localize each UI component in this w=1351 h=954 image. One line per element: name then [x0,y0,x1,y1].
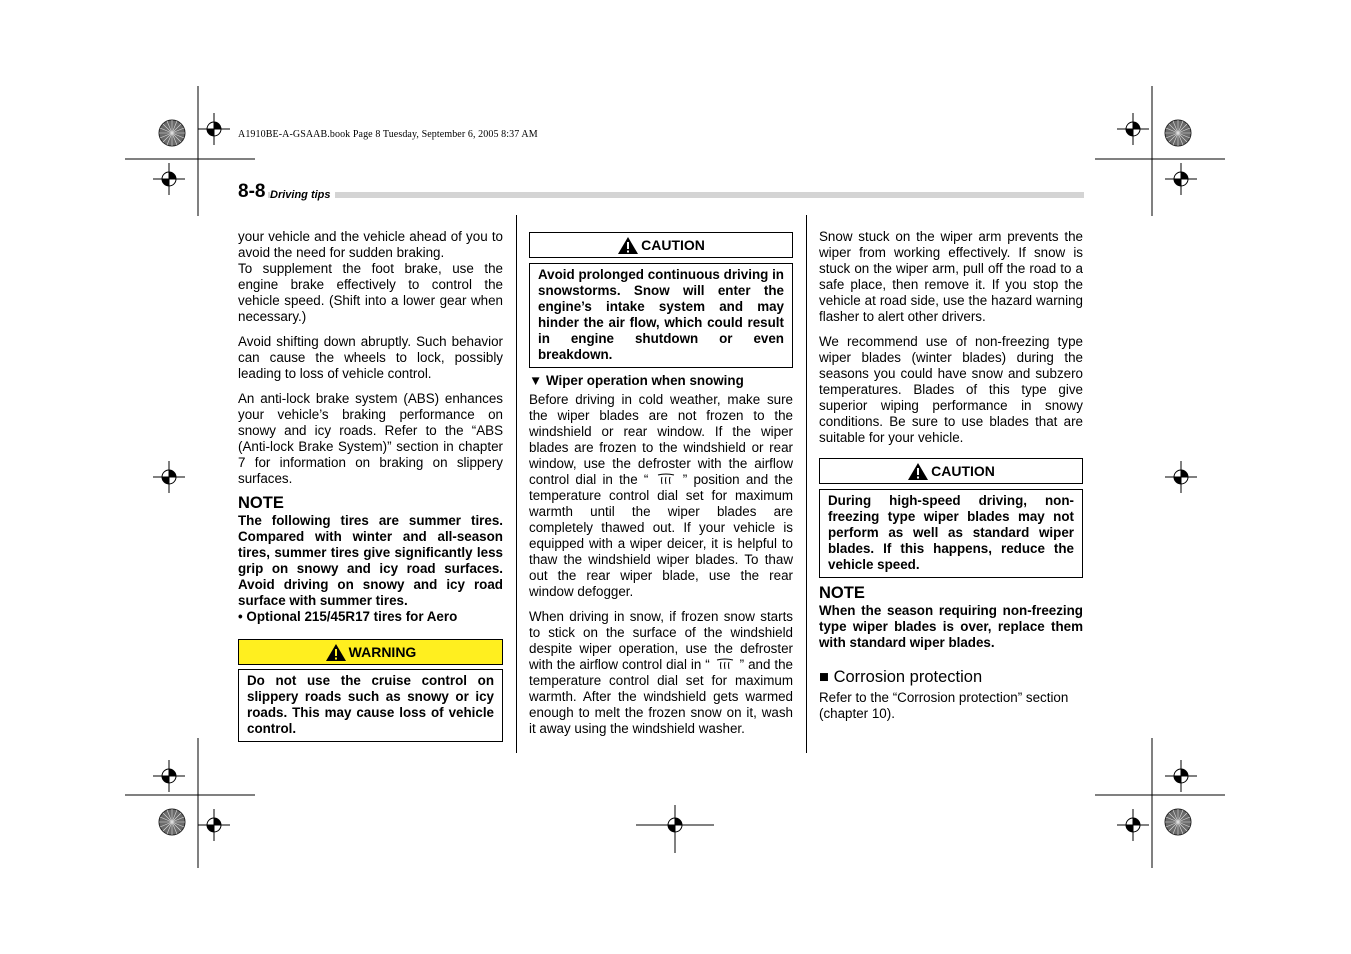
paragraph-text: Before driving in cold weather, make sure the wiper blades are not frozen to the windshield or rear window. If the wiper blades are frozen to the windshield or rear window, use the defroster with the airflow control dial in the “ [529,392,793,487]
caution-header [529,232,793,258]
column-divider [516,215,517,753]
caution-text: During high-speed driving, non-freezing type wiper blades may not perform as well as standard wiper blades. If this happens, reduce the vehicle speed. [819,489,1083,578]
paragraph: An anti-lock brake system (ABS) enhances your vehicle’s braking performance on snowy and icy roads. Refer to the “ABS (Anti-lock Brake System)” section in chapter 7 for information on braking on slippery surfaces. [238,391,503,486]
paragraph [529,609,793,737]
section-title: Driving tips [270,188,335,202]
column-divider [806,215,807,753]
column-2 [529,232,793,746]
paragraph: We recommend use of non-freezing type wiper blades (winter blades) during the seasons you could have snow and subzero temperatures. Blades of this type give superior wiping performance in snowy conditions. Be sure to use blades that are suitable for your vehicle. [819,334,1083,445]
note-text: When the season requiring non-freezing type wiper blades is over, replace them with standard wiper blades. [819,603,1083,650]
down-triangle-icon: ▼ [529,373,546,388]
warning-header [238,639,503,665]
paragraph: Snow stuck on the wiper arm prevents the wiper from working effectively. If snow is stuck on the wiper arm, pull off the road to a safe place, then remove it. If you stop the vehicle at road side, use the hazard warning flasher to alert other drivers. [819,229,1083,324]
paragraph-text: ” position and the temperature control dial set for maximum warmth until the wiper blades are completely thawed out. If your vehicle is equipped with a wiper deicer, it is helpful to thaw the windshield wiper blades. To thaw out the rear wiper blade, use the rear window defogger. [529,472,793,599]
book-info: A1910BE-A-GSAAB.book Page 8 Tuesday, September 6, 2005 8:37 AM [238,129,538,140]
subheading [529,373,793,389]
page-number: 8-8 [238,182,268,202]
paragraph-text: ” and the temperature control dial set for maximum warmth. After the windshield gets warmed enough to melt the frozen snow on it, wash it away using the windshield washer. [529,657,793,736]
caution-header [819,458,1083,484]
warning-text: Do not use the cruise control on slippery roads such as snowy or icy roads. This may cause loss of vehicle control. [238,669,503,742]
note-heading: NOTE [238,494,284,512]
note-text: The following tires are summer tires. Compared with winter and all-season tires, summer tires give significantly less grip on snowy and icy road surfaces. Avoid driving on snowy and icy road surface with summer tires. [238,513,503,608]
alert-triangle-icon [617,236,639,255]
warning-label: WARNING [348,644,417,660]
paragraph: Avoid shifting down abruptly. Such behavior can cause the wheels to lock, possibly leading to loss of vehicle control. [238,334,503,381]
defroster-icon [714,658,736,670]
section-heading [819,667,1083,687]
subheading-text: Wiper operation when snowing [545,373,744,388]
paragraph-text: When driving in snow, if frozen snow starts to stick on the surface of the windshield despite wiper operation, use the defroster with the airflow control dial in “ [529,609,793,672]
section-heading-text: Corrosion protection [833,668,983,686]
caution-label: CAUTION [931,463,995,479]
alert-triangle-icon [907,462,929,481]
bullet-icon: • [238,609,247,624]
paragraph: Refer to the “Corrosion protection” section (chapter 10). [819,690,1069,721]
paragraph: To supplement the foot brake, use the engine brake effectively to control the vehicle speed. (Shift into a lower gear when necessary.) [238,261,503,324]
column-3 [819,229,1083,731]
caution-label: CAUTION [641,237,705,253]
header-bar [238,192,1084,198]
paragraph [529,392,793,600]
note-heading: NOTE [819,584,865,602]
defroster-icon [655,473,677,485]
square-bullet-icon: ■ [819,668,834,686]
paragraph: your vehicle and the vehicle ahead of you to avoid the need for sudden braking. [238,229,503,260]
caution-text: Avoid prolonged continuous driving in snowstorms. Snow will enter the engine’s intake system and may hinder the air flow, which could result in engine shutdown or even breakdown. [529,263,793,368]
alert-triangle-icon [325,643,347,662]
note-bullet [238,609,503,625]
note-bullet-text: Optional 215/45R17 tires for Aero [246,609,458,624]
column-1 [238,229,503,742]
